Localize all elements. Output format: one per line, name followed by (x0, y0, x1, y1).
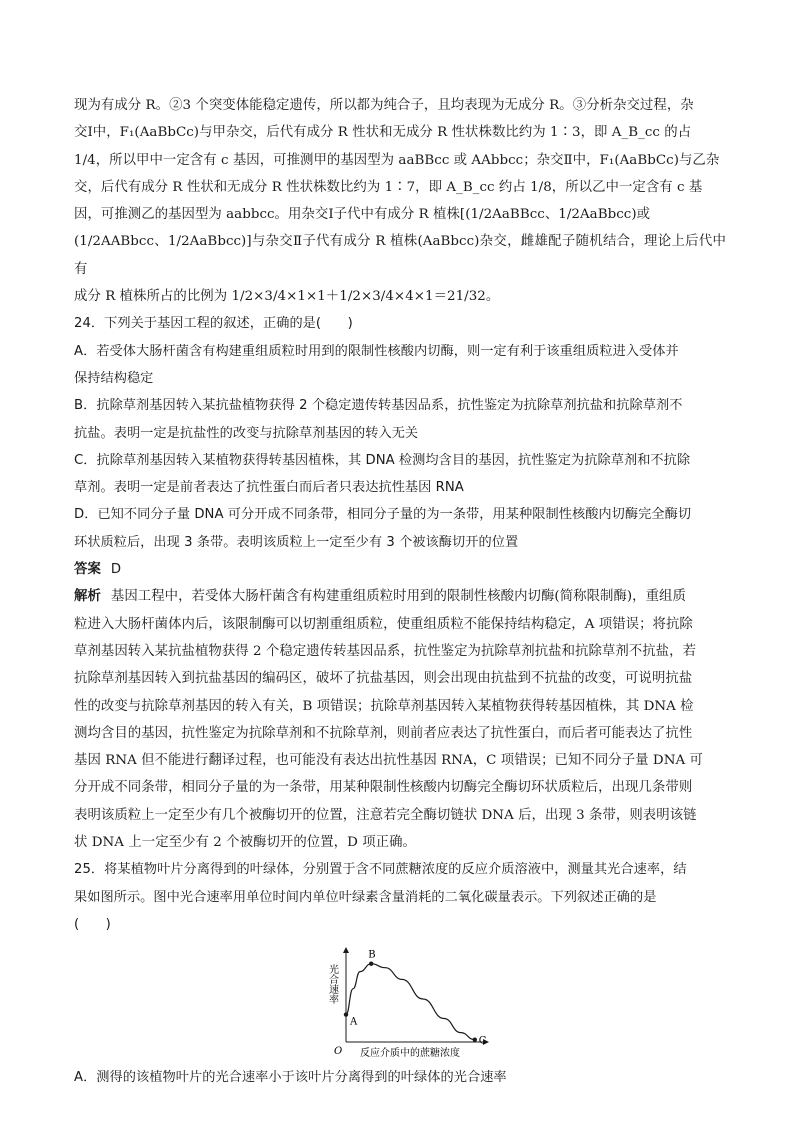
answer-line (74, 556, 726, 583)
text-line: 交，后代有成分 R 性状和无成分 R 性状株数比约为 1∶7，即 A_B_cc 约占 1/8，所以乙中一定含有 c 基 (74, 179, 703, 195)
question-stem: 25．将某植物叶片分离得到的叶绿体，分别置于含不同蔗糖浓度的反应介质溶液中，测量其光合速率，结 (74, 862, 687, 878)
point-a (344, 1013, 348, 1017)
analysis-text: 基因工程中，若受体大肠杆菌含有构建重组质粒时用到的限制性核酸内切酶(简称限制酶)，重组质 (110, 589, 686, 605)
option-line: 环状质粒后，出现 3 条带。表明该质粒上一定至少有 3 个被该酶切开的位置 (74, 534, 519, 550)
option-line: A．测得的该植物叶片的光合速率小于该叶片分离得到的叶绿体的光合速率 (74, 1070, 507, 1086)
question-stem: 24．下列关于基因工程的叙述，正确的是( ) (74, 316, 353, 332)
option-line: 草剂。表明一定是前者表达了抗性蛋白而后者只表达抗性基因 RNA (74, 480, 464, 496)
question-25 (74, 856, 726, 1091)
analysis-line: 基因 RNA 但不能进行翻译过程，也可能没有表达出抗性基因 RNA，C 项错误；已知不同分子量 DNA 可 (74, 753, 703, 769)
option-line: B．抗除草剂基因转入某抗盐植物获得 2 个稳定遗传转基因品系，抗性鉴定为抗除草剂抗盐和抗除草剂不 (74, 398, 683, 414)
series-line (346, 964, 475, 1040)
text-line: 交Ⅰ中，F₁(AaBbCc)与甲杂交，后代有成分 R 性状和无成分 R 性状株数比约为 1∶3，即 A_B_cc 的占 (74, 125, 692, 141)
analysis-line: 草剂基因转入某抗盐植物获得 2 个稳定遗传转基因品系，抗性鉴定为抗除草剂抗盐和抗除草剂不抗盐，若 (74, 643, 697, 659)
question-stem: 果如图所示。图中光合速率用单位时间内单位叶绿素含量消耗的二氧化碳量表示。下列叙述正确的是 (74, 889, 657, 905)
analysis-line: 测均含目的基因，抗性鉴定为抗除草剂和不抗除草剂，则前者应表达了抗性蛋白，而后者可能表达了抗性 (74, 725, 693, 741)
option-line: D．已知不同分子量 DNA 可分开成不同条带，相同分子量的为一条带，用某种限制性核酸内切酶完全酶切 (74, 507, 692, 523)
text-line: 成分 R 植株所占的比例为 1/2×3/4×1×1＋1/2×3/4×4×1＝21/32。 (74, 289, 500, 305)
point-label-a: A (350, 1016, 358, 1028)
origin-label: O (334, 1046, 343, 1058)
text-line: 1/4，所以甲中一定含有 c 基因，可推测甲的基因型为 aaBBcc 或 AAbbcc；杂交Ⅱ中，F₁(AaBbCc)与乙杂 (74, 152, 720, 168)
option-line: 保持结构稳定 (74, 370, 154, 386)
x-axis-label: 反应介质中的蔗糖浓度 (360, 1048, 460, 1060)
answer-value: D (110, 562, 122, 578)
question-stem: ( ) (74, 916, 111, 932)
analysis-line: 表明该质粒上一定至少有几个被酶切开的位置，注意若完全酶切链状 DNA 后，出现 3 条带，则表明该链 (74, 807, 697, 823)
answer-label: 答案 (74, 562, 101, 578)
question-24 (74, 310, 726, 856)
option-line: A．若受体大肠杆菌含有构建重组质粒时用到的限制性核酸内切酶，则一定有利于该重组质粒进入受体并 (74, 343, 679, 359)
text-line: (1/2AABbcc、1/2AaBbcc)]与杂交Ⅱ子代有成分 R 植株(AaBbcc)杂交，雌雄配子随机结合，理论上后代中有 (74, 234, 726, 277)
text-line: 因，可推测乙的基因型为 aabbcc。用杂交Ⅰ子代中有成分 R 植株[(1/2AaBBcc、1/2AaBbcc)或 (74, 207, 651, 223)
point-label-b: B (368, 949, 376, 961)
analysis-line: 性的改变与抗除草剂基因的转入有关，B 项错误；抗除草剂基因转入某植物获得转基因植株，其 DNA 检 (74, 698, 694, 714)
point-c (473, 1038, 477, 1042)
photosynthesis-chart (326, 942, 496, 1060)
page (74, 92, 726, 1092)
analysis-line: 粒进入大肠杆菌体内后，该限制酶可以切割重组质粒，使重组质粒不能保持结构稳定，A 项错误；将抗除 (74, 616, 693, 632)
analysis-label: 解析 (74, 589, 101, 605)
analysis-line: 分开成不同条带，相同分子量的为一条带，用某种限制性核酸内切酶完全酶切环状质粒后，出现几条带则 (74, 780, 693, 796)
option-line: C．抗除草剂基因转入某植物获得转基因植株，其 DNA 检测均含目的基因，抗性鉴定为抗除草剂和不抗除 (74, 452, 691, 468)
prev-analysis (74, 92, 726, 310)
point-b (369, 962, 373, 966)
text-line: 现为有成分 R。②3 个突变体能稳定遗传，所以都为纯合子，且均表现为无成分 R。③分析杂交过程，杂 (74, 98, 694, 113)
analysis-line (74, 583, 726, 610)
figure (74, 942, 726, 1062)
point-label-c: C (478, 1035, 487, 1047)
analysis-line: 抗除草剂基因转入到抗盐基因的编码区，破坏了抗盐基因，则会出现由抗盐到不抗盐的改变，可说明抗盐 (74, 671, 693, 687)
y-axis-label: 光合速率 (326, 964, 338, 1005)
option-line: 抗盐。表明一定是抗盐性的改变与抗除草剂基因的转入无关 (74, 425, 419, 441)
analysis-line: 状 DNA 上一定至少有 2 个被酶切开的位置，D 项正确。 (74, 835, 416, 851)
